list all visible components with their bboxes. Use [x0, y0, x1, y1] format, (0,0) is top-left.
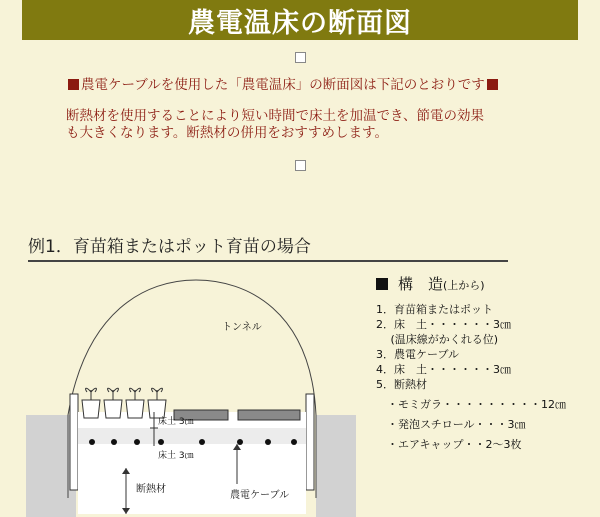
structure-title-text: 構 造: [398, 275, 444, 293]
structure-list: [376, 302, 566, 452]
structure-item: (温床線がかくれる位): [376, 333, 499, 346]
structure-item: 4．床 土・・・・・・3㎝: [376, 363, 511, 376]
intro-line-1: 断熱材を使用することにより短い時間で床土を加温でき、節電の効果: [66, 108, 484, 124]
ground-right: [316, 415, 356, 517]
structure-item: ・発泡スチロール・・・3㎝: [376, 418, 526, 431]
frame-wall-left: [70, 394, 78, 490]
intro-line-2: も大きくなります。断熱材の併用をおすすめします。: [66, 125, 388, 141]
lead-text: 農電ケーブルを使用した「農電温床」の断面図は下記のとおりです: [81, 77, 485, 93]
structure-subtitle: (上から): [443, 279, 485, 292]
structure-item: 3．農電ケーブル: [376, 348, 460, 361]
insulation-label: 断熱材: [136, 484, 166, 495]
image-placeholder-icon: [295, 160, 306, 171]
section-title: 例1．育苗箱またはポット育苗の場合: [28, 232, 508, 262]
tunnel-label: トンネル: [222, 322, 262, 333]
square-bullet-icon: [487, 79, 498, 90]
page-banner: [22, 0, 578, 40]
structure-item: ・モミガラ・・・・・・・・・12㎝: [376, 398, 566, 411]
seedling-box-2-body: [238, 410, 300, 420]
frame-wall-right: [306, 394, 314, 490]
image-placeholder-icon: [295, 52, 306, 63]
square-bullet-icon: [68, 79, 79, 90]
structure-title: [376, 273, 485, 294]
structure-item: 2．床 土・・・・・・3㎝: [376, 318, 511, 331]
cable-label: 農電ケーブル: [230, 490, 290, 501]
square-bullet-icon: [376, 278, 388, 290]
soil-bottom-label: 床土 3㎝: [158, 451, 194, 461]
intro-paragraph: [66, 108, 546, 142]
hotbed-cross-section-diagram: [26, 270, 366, 517]
structure-item: ・エアキャップ・・2～3枚: [376, 438, 522, 451]
lead-text-line: [66, 73, 500, 93]
page-title: 農電温床の断面図: [188, 7, 412, 39]
seedlings: [86, 388, 163, 400]
structure-item: 1．育苗箱またはポット: [376, 303, 493, 316]
soil-top-label: 床土 3㎝: [158, 417, 194, 427]
structure-item: 5．断熱材: [376, 378, 427, 391]
